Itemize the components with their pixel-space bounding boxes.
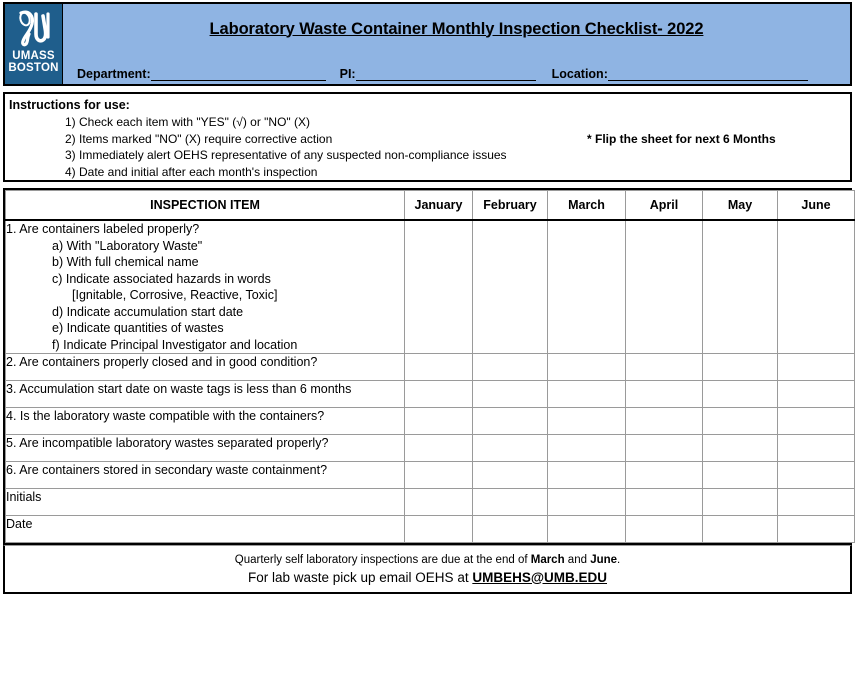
checkbox-cell-item3-june[interactable] [778, 381, 855, 408]
date-cell-february[interactable] [473, 516, 548, 543]
checkbox-cell-item1-february[interactable] [473, 220, 548, 354]
checkbox-cell-item1-march[interactable] [548, 220, 626, 354]
checkbox-cell-item1-january[interactable] [405, 220, 473, 354]
table-header-row [6, 191, 855, 221]
table-row [6, 462, 855, 489]
inspection-item-2: 2. Are containers properly closed and in good condition? [6, 354, 405, 381]
oehs-email-link[interactable]: UMBEHS@UMB.EDU [472, 569, 607, 585]
item-1-sub-f: f) Indicate Principal Investigator and location [52, 337, 298, 352]
date-cell-june[interactable] [778, 516, 855, 543]
column-header-inspection-item: INSPECTION ITEM [6, 191, 405, 221]
footer-quarterly-note [235, 552, 620, 568]
footer-line1-mid: and [564, 553, 591, 566]
column-header-february: February [473, 191, 548, 221]
item-1-sub-c-hazards: [Ignitable, Corrosive, Reactive, Toxic] [72, 288, 278, 302]
inspection-item-3: 3. Accumulation start date on waste tags is less than 6 months [6, 381, 405, 408]
checkbox-cell-item6-march[interactable] [548, 462, 626, 489]
checkbox-cell-item3-january[interactable] [405, 381, 473, 408]
table-row [6, 489, 855, 516]
checkbox-cell-item4-february[interactable] [473, 408, 548, 435]
initials-cell-may[interactable] [703, 489, 778, 516]
date-cell-march[interactable] [548, 516, 626, 543]
item-1-main: 1. Are containers labeled properly? [6, 222, 200, 236]
checkbox-cell-item4-may[interactable] [703, 408, 778, 435]
location-field[interactable] [552, 67, 808, 81]
checkbox-cell-item1-may[interactable] [703, 220, 778, 354]
logo-text-umass: UMASS [12, 50, 55, 62]
umass-boston-monogram-icon [12, 7, 56, 51]
document-footer [3, 545, 852, 594]
checkbox-cell-item5-february[interactable] [473, 435, 548, 462]
initials-cell-march[interactable] [548, 489, 626, 516]
column-header-april: April [626, 191, 703, 221]
initials-cell-june[interactable] [778, 489, 855, 516]
checkbox-cell-item5-march[interactable] [548, 435, 626, 462]
checkbox-cell-item4-april[interactable] [626, 408, 703, 435]
instruction-item-1: 1) Check each item with "YES" (√) or "NO" (X) [65, 115, 311, 129]
item-1-sub-c: c) Indicate associated hazards in words [52, 271, 271, 286]
pi-field[interactable] [340, 67, 536, 81]
department-field[interactable] [77, 67, 326, 81]
checkbox-cell-item5-may[interactable] [703, 435, 778, 462]
date-cell-april[interactable] [626, 516, 703, 543]
item-1-sub-d: d) Indicate accumulation start date [52, 304, 244, 319]
inspection-item-1 [6, 220, 405, 354]
checkbox-cell-item6-april[interactable] [626, 462, 703, 489]
item-1-sub-b: b) With full chemical name [52, 255, 199, 269]
inspection-item-6: 6. Are containers stored in secondary waste containment? [6, 462, 405, 489]
checkbox-cell-item3-april[interactable] [626, 381, 703, 408]
initials-label: Initials [6, 489, 405, 516]
table-row [6, 435, 855, 462]
instruction-item-2: 2) Items marked "NO" (X) require corrective action [65, 131, 333, 146]
table-row [6, 516, 855, 543]
checkbox-cell-item4-june[interactable] [778, 408, 855, 435]
pi-input-line[interactable] [356, 68, 536, 81]
checkbox-cell-item3-february[interactable] [473, 381, 548, 408]
umass-boston-logo [5, 4, 63, 84]
checkbox-cell-item2-january[interactable] [405, 354, 473, 381]
document-header [3, 2, 852, 86]
column-header-january: January [405, 191, 473, 221]
checkbox-cell-item4-january[interactable] [405, 408, 473, 435]
checkbox-cell-item3-march[interactable] [548, 381, 626, 408]
column-header-june: June [778, 191, 855, 221]
page-title: Laboratory Waste Container Monthly Inspection Checklist- 2022 [209, 19, 704, 38]
checkbox-cell-item1-april[interactable] [626, 220, 703, 354]
title-area [63, 4, 850, 58]
checkbox-cell-item5-june[interactable] [778, 435, 855, 462]
item-1-sub-a: a) With "Laboratory Waste" [52, 238, 203, 253]
footer-line2-pre: For lab waste pick up email OEHS at [247, 569, 473, 585]
checkbox-cell-item3-may[interactable] [703, 381, 778, 408]
initials-cell-april[interactable] [626, 489, 703, 516]
checkbox-cell-item5-april[interactable] [626, 435, 703, 462]
table-row [6, 220, 855, 354]
instruction-item-4: 4) Date and initial after each month's inspection [65, 164, 318, 179]
checkbox-cell-item2-february[interactable] [473, 354, 548, 381]
instructions-heading: Instructions for use: [9, 98, 130, 112]
checkbox-cell-item2-may[interactable] [703, 354, 778, 381]
flip-sheet-note: * Flip the sheet for next 6 Months [587, 131, 776, 146]
checkbox-cell-item6-february[interactable] [473, 462, 548, 489]
footer-contact-note [248, 568, 607, 587]
column-header-march: March [548, 191, 626, 221]
inspection-checklist-page [0, 2, 855, 673]
date-label: Date [6, 516, 405, 543]
table-row [6, 354, 855, 381]
checkbox-cell-item6-january[interactable] [405, 462, 473, 489]
footer-month-march: March [530, 553, 565, 566]
footer-month-june: June [590, 553, 618, 566]
checkbox-cell-item2-april[interactable] [626, 354, 703, 381]
logo-text-boston: BOSTON [8, 61, 59, 74]
checkbox-cell-item4-march[interactable] [548, 408, 626, 435]
inspection-item-5: 5. Are incompatible laboratory wastes separated properly? [6, 435, 405, 462]
checkbox-cell-item5-january[interactable] [405, 435, 473, 462]
checklist-table [5, 190, 855, 543]
footer-line1-post: . [617, 553, 621, 566]
instructions-box [3, 92, 852, 182]
checkbox-cell-item2-june[interactable] [778, 354, 855, 381]
instruction-item-2-row [9, 131, 844, 148]
date-cell-may[interactable] [703, 516, 778, 543]
inspection-item-4: 4. Is the laboratory waste compatible with the containers? [6, 408, 405, 435]
pi-label: PI: [339, 67, 356, 81]
department-label: Department: [77, 67, 151, 81]
checkbox-cell-item1-june[interactable] [778, 220, 855, 354]
checkbox-cell-item6-june[interactable] [778, 462, 855, 489]
header-fields-row [63, 58, 850, 84]
location-label: Location: [551, 67, 608, 81]
footer-line1-pre: Quarterly self laboratory inspections are due at the end of [234, 553, 531, 566]
initials-cell-february[interactable] [473, 489, 548, 516]
table-row [6, 381, 855, 408]
item-1-sub-e: e) Indicate quantities of wastes [52, 321, 224, 335]
department-input-line[interactable] [151, 68, 326, 81]
table-row [6, 408, 855, 435]
date-cell-january[interactable] [405, 516, 473, 543]
instruction-item-3: 3) Immediately alert OEHS representative of any suspected non-compliance issues [65, 148, 507, 162]
checkbox-cell-item6-may[interactable] [703, 462, 778, 489]
checkbox-cell-item2-march[interactable] [548, 354, 626, 381]
checklist-table-container [3, 188, 852, 545]
location-input-line[interactable] [608, 68, 808, 81]
column-header-may: May [703, 191, 778, 221]
header-content [63, 4, 850, 84]
initials-cell-january[interactable] [405, 489, 473, 516]
